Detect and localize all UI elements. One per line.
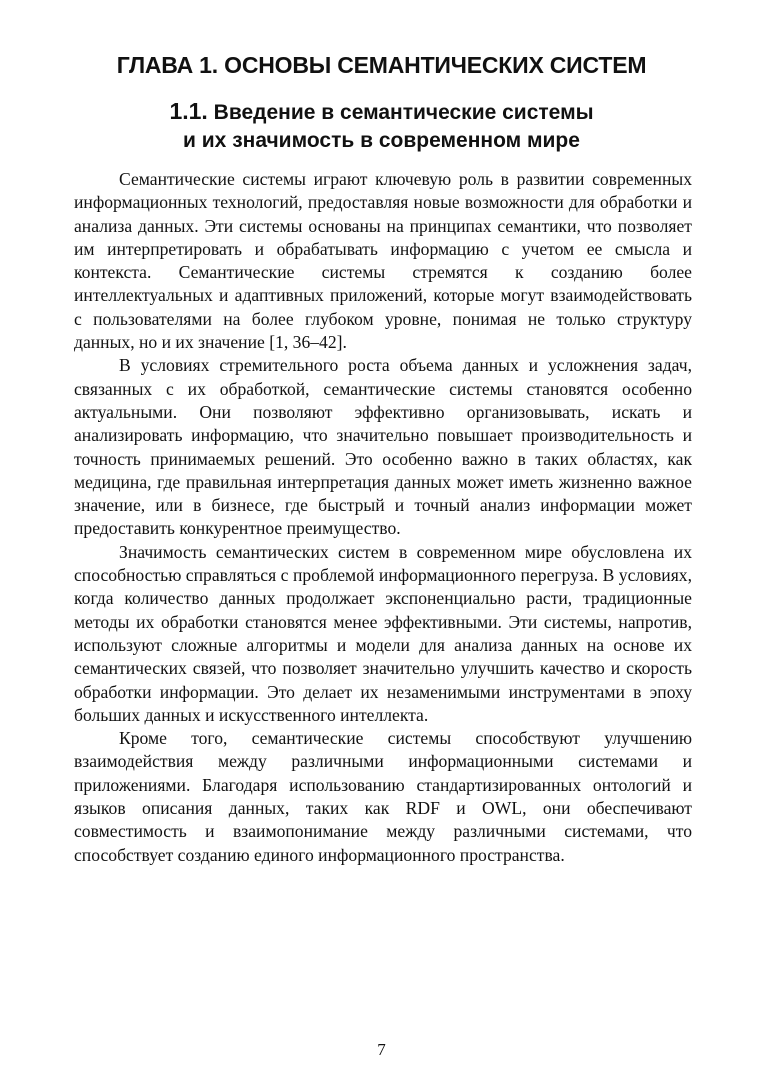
section-title xyxy=(0,97,763,155)
paragraph: Семантические системы играют ключевую роль в развитии современных информационных технологий, предоставляя новые возможности для обработки и анализа данных. Эти системы основаны на принципах семантики, что позволяет им интерпретировать и обрабатывать информацию с учетом ее смысла и контекста. Семантические системы стремятся к созданию более интеллектуальных и адаптивных приложений, которые могут взаимодействовать с пользователями на более глубоком уровне, понимая не только структуру данных, но и их значение [1, 36–42]. xyxy=(74,169,692,353)
section-title-line1: Введение в семантические системы xyxy=(213,101,594,124)
paragraph: Кроме того, семантические системы способствуют улучшению взаимодействия между различными информационными системами и приложениями. Благодаря использованию стандартизированных онтологий и языков описания данных, таких как RDF и OWL, они обеспечивают совместимость и взаимопонимание между различными системами, что способствует созданию единого информационного пространства. xyxy=(74,728,692,865)
section-number: 1.1. xyxy=(169,98,208,124)
page-number: 7 xyxy=(377,1040,386,1059)
paragraph: Значимость семантических систем в современном мире обусловлена их способностью справляться с проблемой информационного перегруза. В условиях, когда количество данных продолжает экспоненциально расти, традиционные методы их обработки становятся менее эффективными. Эти системы, напротив, используют сложные алгоритмы и модели для анализа данных на основе их семантических связей, что позволяет значительно улучшить качество и скорость обработки информации. Это делает их незаменимыми инструментами в эпоху больших данных и искусственного интеллекта. xyxy=(74,541,692,725)
chapter-title: ГЛАВА 1. ОСНОВЫ СЕМАНТИЧЕСКИХ СИСТЕМ xyxy=(116,52,647,78)
section-title-line2: и их значимость в современном мире xyxy=(183,129,580,152)
body-text xyxy=(74,168,692,867)
paragraph: В условиях стремительного роста объема данных и усложнения задач, связанных с их обработкой, семантические системы становятся особенно актуальными. Они позволяют эффективно организовывать, искать и анализировать информацию, что значительно повышает производительность и точность принимаемых решений. Это особенно важно в таких областях, как медицина, где правильная интерпретация данных может иметь жизненно важное значение, или в бизнесе, где быстрый и точный анализ информации может предоставить конкурентное преимущество. xyxy=(74,355,692,539)
